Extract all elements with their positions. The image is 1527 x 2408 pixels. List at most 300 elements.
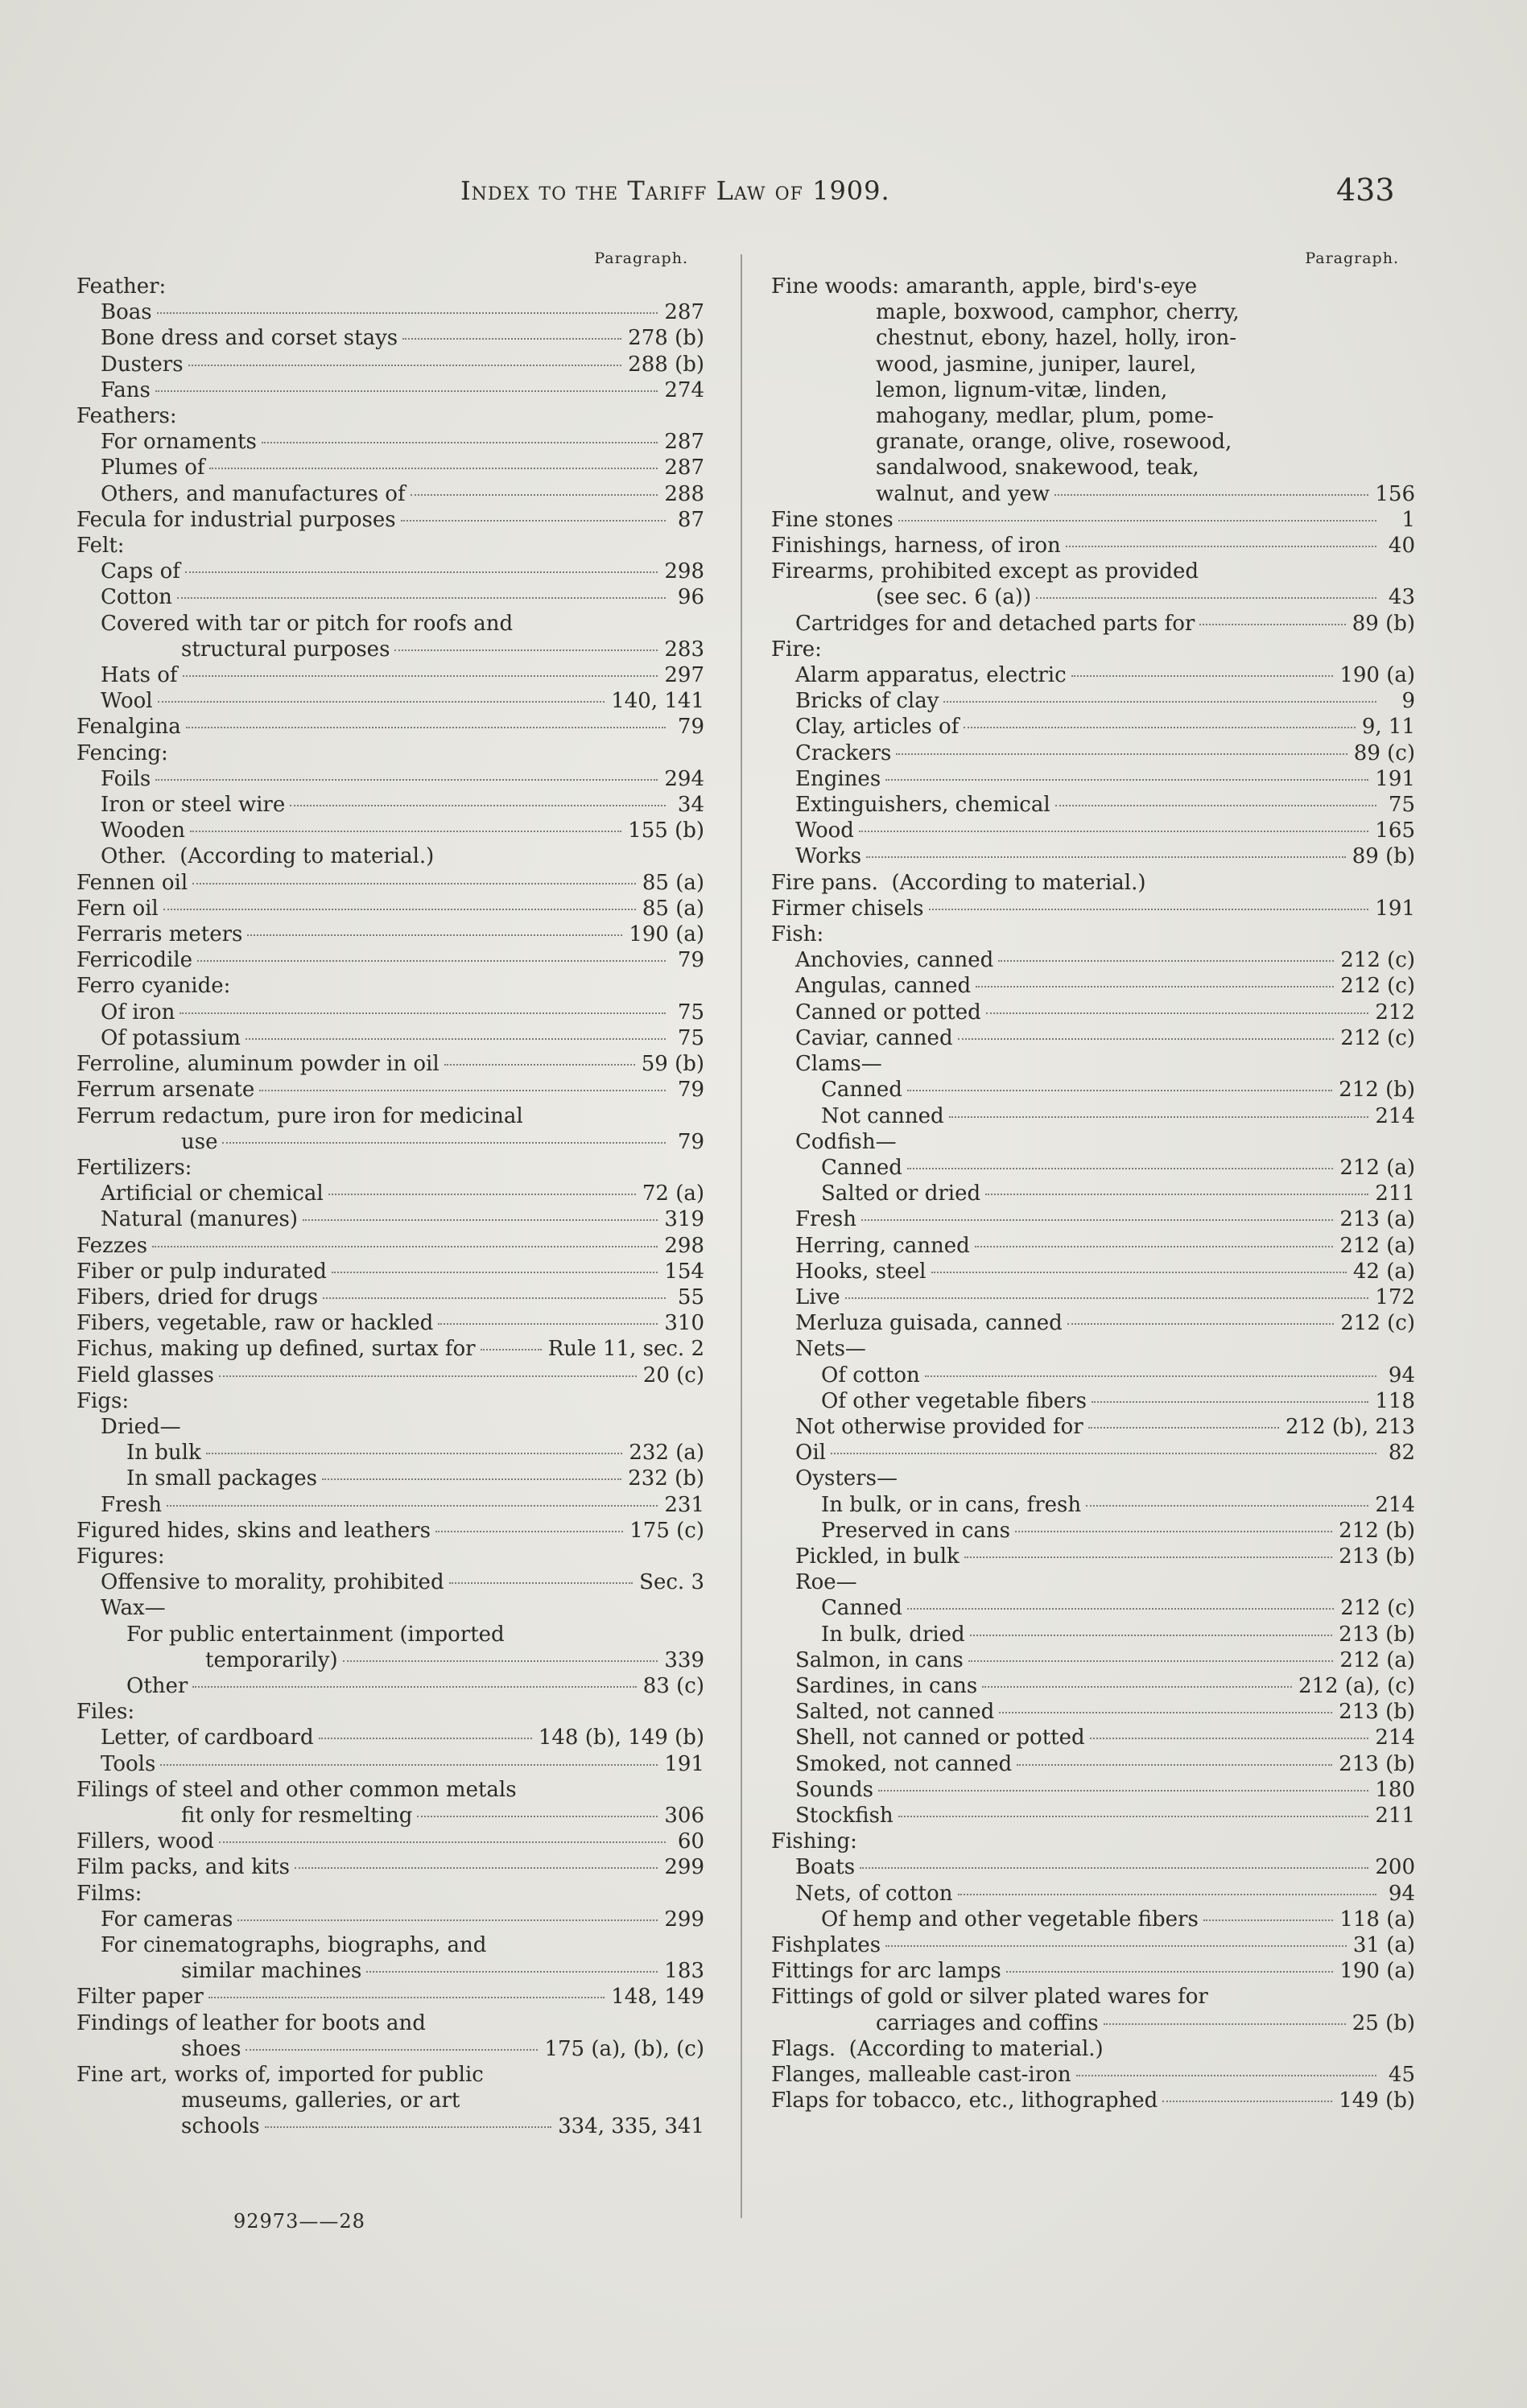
entry-label: Sardines, in cans: [795, 1673, 978, 1698]
paragraph-reference: 298: [664, 559, 704, 584]
dot-leader: [438, 1323, 658, 1325]
entry-label: Salted, not canned: [795, 1700, 995, 1725]
entry-label: Filter paper: [76, 1985, 204, 2010]
entry-label: museums, galleries, or art: [181, 2088, 460, 2113]
dot-leader: [206, 1453, 623, 1454]
dot-leader: [885, 1945, 1347, 1947]
entry-label: Canned: [821, 1078, 902, 1103]
dot-leader: [943, 701, 1376, 703]
entry-label: Not otherwise provided for: [795, 1414, 1083, 1439]
paragraph-reference: 82: [1388, 1441, 1415, 1466]
paragraph-reference: 175 (c): [629, 1518, 704, 1543]
entry-label: Flags. (According to material.): [771, 2036, 1104, 2061]
paragraph-reference: 72 (a): [642, 1181, 704, 1206]
index-entry: [76, 1647, 704, 1673]
index-entry: [76, 2113, 704, 2139]
dot-leader: [417, 1816, 658, 1817]
index-entry: [771, 2088, 1415, 2113]
entry-label: walnut, and yew: [876, 481, 1050, 506]
paragraph-reference: 299: [664, 1907, 704, 1932]
index-entry: [76, 1466, 704, 1491]
dot-leader: [290, 805, 666, 806]
entry-label: structural purposes: [181, 637, 390, 662]
dot-leader: [411, 494, 658, 496]
entry-label: Fresh: [795, 1207, 856, 1232]
index-entry: [76, 1440, 704, 1466]
dot-leader: [999, 1712, 1332, 1713]
paragraph-reference: 310: [664, 1311, 704, 1336]
entry-label: Feathers:: [76, 404, 177, 429]
left-entry-list: [76, 274, 704, 2140]
dot-leader: [1162, 2101, 1332, 2102]
index-entry: [771, 1051, 1415, 1077]
paragraph-reference: 214: [1375, 1726, 1415, 1750]
entry-label: In bulk, dried: [821, 1622, 965, 1647]
index-entry: [76, 947, 704, 973]
dot-leader: [481, 1349, 542, 1350]
index-entry: [76, 299, 704, 325]
entry-label: use: [181, 1129, 218, 1154]
dot-leader: [1086, 1505, 1368, 1507]
paragraph-reference: 25 (b): [1352, 2010, 1415, 2035]
index-entry: [76, 377, 704, 403]
index-entry: [771, 1518, 1415, 1544]
dot-leader: [188, 365, 622, 366]
dot-leader: [366, 1971, 658, 1973]
index-entry: [76, 455, 704, 480]
dot-leader: [209, 468, 658, 469]
entry-label: Fillers, wood: [76, 1829, 214, 1854]
index-entry: [771, 507, 1415, 533]
paragraph-reference: 148 (b), 149 (b): [538, 1726, 704, 1750]
paragraph-reference: 94: [1388, 1881, 1415, 1906]
paragraph-reference: 75: [677, 1025, 704, 1050]
entry-label: lemon, lignum-vitæ, linden,: [876, 377, 1168, 402]
entry-label: Engines: [795, 766, 881, 791]
entry-label: Works: [795, 844, 862, 869]
index-entry: [76, 1518, 704, 1544]
index-entry: [771, 611, 1415, 637]
index-entry: [771, 1751, 1415, 1777]
dot-leader: [192, 883, 636, 884]
entry-label: Films:: [76, 1881, 142, 1906]
entry-label: Fine art, works of, imported for public: [76, 2063, 484, 2088]
entry-label: In bulk, or in cans, fresh: [821, 1492, 1082, 1517]
index-entry: [771, 1077, 1415, 1103]
entry-label: Of potassium: [101, 1025, 241, 1050]
dot-leader: [885, 779, 1368, 781]
index-entry: [76, 325, 704, 351]
paragraph-reference: 9: [1401, 689, 1415, 714]
entry-label: Fezzes: [76, 1233, 148, 1258]
entry-label: Hats of: [101, 663, 178, 688]
entry-label: Fine stones: [771, 507, 894, 532]
paragraph-reference: 212: [1375, 1000, 1415, 1025]
entry-label: Fern oil: [76, 896, 159, 921]
paragraph-reference: 232 (a): [629, 1441, 704, 1466]
dot-leader: [1092, 1401, 1368, 1403]
entry-label: In small packages: [126, 1466, 318, 1491]
dot-leader: [259, 1090, 666, 1091]
index-entry: [771, 1881, 1415, 1907]
entry-label: similar machines: [181, 1959, 362, 1984]
dot-leader: [323, 1297, 666, 1299]
entry-label: carriages and coffins: [876, 2010, 1099, 2035]
paragraph-reference: 154: [664, 1259, 704, 1284]
index-entry: [76, 1881, 704, 1907]
paragraph-reference: 212 (a): [1339, 1155, 1415, 1180]
index-entry: [76, 1259, 704, 1284]
paragraph-reference: 211: [1375, 1803, 1415, 1828]
paragraph-reference: 20 (c): [642, 1363, 704, 1387]
paragraph-reference: 213 (a): [1339, 1207, 1415, 1232]
dot-leader: [1017, 1764, 1332, 1766]
paragraph-reference: 213 (b): [1339, 1751, 1415, 1776]
paragraph-reference: 212 (a): [1339, 1647, 1415, 1672]
dot-leader: [328, 1194, 636, 1195]
dot-leader: [1071, 675, 1334, 677]
paragraph-reference: 9, 11: [1361, 715, 1415, 740]
index-entry: [771, 637, 1415, 662]
entry-label: Covered with tar or pitch for roofs and: [101, 611, 514, 636]
index-entry: [771, 1647, 1415, 1673]
paragraph-reference: 85 (a): [642, 896, 704, 921]
paragraph-reference: 40: [1388, 534, 1415, 559]
entry-label: Fans: [101, 377, 151, 402]
dot-leader: [925, 1375, 1376, 1377]
index-entry: [76, 2062, 704, 2088]
paragraph-reference: 79: [677, 1078, 704, 1103]
index-entry: [76, 1673, 704, 1699]
entry-label: Salted or dried: [821, 1181, 981, 1206]
dot-leader: [1054, 494, 1368, 496]
left-index-column: [76, 249, 704, 2140]
paragraph-reference: 190 (a): [1339, 1959, 1415, 1984]
index-entry: [771, 1907, 1415, 1932]
index-entry: [76, 611, 704, 637]
paragraph-reference: 274: [664, 377, 704, 402]
entry-label: Clams—: [795, 1052, 882, 1077]
index-entry: [76, 843, 704, 869]
index-entry: [76, 662, 704, 688]
entry-label: Iron or steel wire: [101, 793, 286, 818]
entry-label: Cotton: [101, 585, 172, 610]
dot-leader: [866, 856, 1346, 858]
index-entry: [771, 2062, 1415, 2088]
paragraph-reference: 294: [664, 766, 704, 791]
dot-leader: [158, 701, 605, 703]
entry-label: sandalwood, snakewood, teak,: [876, 456, 1199, 480]
dot-leader: [859, 831, 1368, 832]
index-entry: [76, 1958, 704, 1984]
paragraph-reference: 287: [664, 430, 704, 455]
paragraph-reference: 43: [1388, 585, 1415, 610]
entry-label: Merluza guisada, canned: [795, 1311, 1063, 1336]
paragraph-reference: 287: [664, 456, 704, 480]
entry-label: Caviar, canned: [795, 1025, 953, 1050]
index-entry: [76, 1181, 704, 1206]
index-entry: [76, 1103, 704, 1129]
dot-leader: [1006, 1971, 1334, 1973]
index-entry: [771, 1440, 1415, 1466]
entry-label: Of iron: [101, 1000, 175, 1025]
dot-leader: [1104, 2023, 1346, 2025]
dot-leader: [860, 1867, 1368, 1869]
dot-leader: [1090, 1738, 1369, 1739]
dot-leader: [219, 1375, 637, 1377]
paragraph-reference: 149 (b): [1339, 2088, 1415, 2113]
index-entry: [771, 1363, 1415, 1388]
entry-label: Dried—: [101, 1414, 181, 1439]
entry-label: Filings of steel and other common metals: [76, 1777, 517, 1802]
index-entry: [76, 766, 704, 792]
column-heading-paragraph: Paragraph.: [594, 249, 688, 267]
paragraph-reference: 231: [664, 1492, 704, 1517]
index-entry: [76, 922, 704, 947]
index-entry: [771, 922, 1415, 947]
entry-label: Flanges, malleable cast-iron: [771, 2063, 1071, 2088]
dot-leader: [1199, 624, 1345, 625]
index-entry: [771, 1544, 1415, 1569]
paragraph-reference: 299: [664, 1855, 704, 1880]
index-entry: [76, 896, 704, 922]
entry-label: Bricks of clay: [795, 689, 939, 714]
entry-label: Other: [126, 1673, 188, 1698]
index-entry: [771, 1829, 1415, 1854]
paragraph-reference: 148, 149: [611, 1985, 704, 2010]
index-entry: [771, 352, 1415, 377]
entry-label: Wool: [101, 689, 153, 714]
entry-label: Flaps for tobacco, etc., lithographed: [771, 2088, 1158, 2113]
entry-label: Others, and manufactures of: [101, 481, 406, 506]
dot-leader: [237, 1919, 658, 1921]
index-entry: [76, 870, 704, 896]
dot-leader: [155, 779, 658, 781]
index-entry: [76, 973, 704, 999]
entry-label: Preserved in cans: [821, 1518, 1010, 1543]
dot-leader: [343, 1660, 658, 1662]
entry-label: Of other vegetable fibers: [821, 1388, 1087, 1413]
index-entry: [771, 1155, 1415, 1181]
dot-leader: [167, 1505, 658, 1507]
paragraph-reference: 75: [677, 1000, 704, 1025]
dot-leader: [219, 1841, 666, 1843]
paragraph-reference: 155 (b): [628, 818, 704, 843]
dot-leader: [183, 675, 658, 677]
index-entry: [76, 1492, 704, 1518]
paragraph-reference: 60: [677, 1829, 704, 1854]
entry-label: Shell, not canned or potted: [795, 1726, 1085, 1750]
entry-label: schools: [181, 2114, 260, 2139]
index-entry: [771, 1725, 1415, 1750]
paragraph-reference: 213 (b): [1339, 1544, 1415, 1569]
entry-label: Extinguishers, chemical: [795, 793, 1050, 818]
entry-label: Nets—: [795, 1337, 866, 1362]
index-entry: [771, 662, 1415, 688]
index-entry: [771, 559, 1415, 584]
entry-label: Not canned: [821, 1103, 944, 1128]
right-entry-list: [771, 274, 1415, 2113]
dot-leader: [394, 649, 658, 651]
paragraph-reference: 75: [1388, 793, 1415, 818]
dot-leader: [949, 1116, 1369, 1118]
entry-label: Boats: [795, 1855, 856, 1880]
paragraph-reference: 55: [677, 1284, 704, 1309]
index-entry: [771, 325, 1415, 351]
dot-leader: [985, 1194, 1368, 1195]
entry-label: Figs:: [76, 1388, 130, 1413]
paragraph-reference: 212 (b), 213: [1286, 1414, 1415, 1439]
dot-leader: [964, 1557, 1332, 1558]
entry-label: Tools: [101, 1751, 156, 1776]
paragraph-reference: Sec. 3: [639, 1570, 704, 1595]
paragraph-reference: 288: [664, 481, 704, 506]
index-entry: [771, 766, 1415, 792]
index-entry: [76, 352, 704, 377]
paragraph-reference: 34: [677, 793, 704, 818]
entry-label: Fire pans. (According to material.): [771, 870, 1146, 895]
dot-leader: [968, 1660, 1334, 1662]
entry-label: In bulk: [126, 1441, 201, 1466]
dot-leader: [831, 1453, 1376, 1454]
running-header: [0, 172, 1527, 216]
paragraph-reference: 214: [1375, 1492, 1415, 1517]
dot-leader: [303, 1219, 658, 1221]
entry-label: Fishplates: [771, 1933, 881, 1957]
index-entry: [771, 1284, 1415, 1310]
entry-label: Ferroline, aluminum powder in oil: [76, 1052, 440, 1077]
entry-label: Smoked, not canned: [795, 1751, 1013, 1776]
dot-leader: [970, 1635, 1332, 1636]
entry-label: Offensive to morality, prohibited: [101, 1570, 444, 1595]
index-entry: [771, 584, 1415, 610]
index-entry: [771, 973, 1415, 999]
index-entry: [771, 299, 1415, 325]
index-entry: [771, 1958, 1415, 1984]
index-entry: [771, 455, 1415, 480]
dot-leader: [222, 1142, 666, 1144]
dot-leader: [262, 442, 658, 443]
entry-label: Letter, of cardboard: [101, 1726, 314, 1750]
page-number: 433: [1336, 172, 1395, 208]
entry-label: temporarily): [205, 1647, 338, 1672]
entry-label: Fibers, dried for drugs: [76, 1284, 319, 1309]
dot-leader: [982, 1686, 1292, 1688]
index-entry: [771, 843, 1415, 869]
entry-label: Canned or potted: [795, 1000, 981, 1025]
dot-leader: [878, 1790, 1368, 1792]
index-entry: [76, 2036, 704, 2062]
entry-label: Fiber or pulp indurated: [76, 1259, 327, 1284]
paragraph-reference: 339: [664, 1647, 704, 1672]
paragraph-reference: 214: [1375, 1103, 1415, 1128]
dot-leader: [180, 1012, 666, 1014]
entry-label: Film packs, and kits: [76, 1855, 290, 1880]
entry-label: For cinematographs, biographs, and: [101, 1933, 487, 1957]
paragraph-reference: 190 (a): [629, 922, 704, 947]
paragraph-reference: 45: [1388, 2063, 1415, 2088]
dot-leader: [1076, 2075, 1376, 2076]
dot-leader: [332, 1272, 658, 1273]
index-entry: [76, 559, 704, 584]
entry-label: Wooden: [101, 818, 186, 843]
dot-leader: [845, 1297, 1369, 1299]
entry-label: Fenalgina: [76, 715, 181, 740]
dot-leader: [975, 1246, 1334, 1247]
paragraph-reference: 1: [1401, 507, 1415, 532]
index-entry: [76, 481, 704, 507]
index-entry: [76, 1000, 704, 1025]
entry-label: Plumes of: [101, 456, 205, 480]
entry-label: Figures:: [76, 1544, 165, 1569]
index-entry: [76, 1622, 704, 1647]
index-entry: [771, 481, 1415, 507]
dot-leader: [958, 1894, 1376, 1895]
dot-leader: [998, 960, 1334, 962]
paragraph-reference: 175 (a), (b), (c): [544, 2036, 704, 2061]
entry-label: Hooks, steel: [795, 1259, 927, 1284]
paragraph-reference: 283: [664, 637, 704, 662]
dot-leader: [896, 753, 1347, 755]
index-entry: [76, 2010, 704, 2036]
index-entry: [771, 533, 1415, 559]
dot-leader: [1015, 1531, 1332, 1532]
index-entry: [76, 1051, 704, 1077]
paragraph-reference: 191: [1375, 766, 1415, 791]
dot-leader: [907, 1090, 1332, 1091]
entry-label: Fish:: [771, 922, 824, 947]
entry-label: Figured hides, skins and leathers: [76, 1518, 431, 1543]
entry-label: Findings of leather for boots and: [76, 2010, 426, 2035]
paragraph-reference: 191: [664, 1751, 704, 1776]
column-divider: [741, 254, 742, 2218]
index-entry: [771, 1673, 1415, 1699]
index-entry: [771, 274, 1415, 299]
index-entry: [771, 1206, 1415, 1232]
dot-leader: [898, 1816, 1369, 1817]
paragraph-reference: 94: [1388, 1363, 1415, 1387]
index-entry: [76, 818, 704, 843]
dot-leader: [931, 1272, 1347, 1273]
paragraph-reference: 232 (b): [628, 1466, 704, 1491]
entry-label: Field glasses: [76, 1363, 214, 1387]
entry-label: Wood: [795, 818, 854, 843]
index-entry: [771, 1233, 1415, 1259]
dot-leader: [163, 909, 636, 910]
paragraph-reference: 298: [664, 1233, 704, 1258]
entry-label: Cartridges for and detached parts for: [795, 611, 1195, 636]
dot-leader: [295, 1867, 658, 1869]
entry-label: Ferraris meters: [76, 922, 243, 947]
paragraph-reference: 89 (b): [1352, 611, 1415, 636]
index-entry: [76, 1725, 704, 1750]
dot-leader: [322, 1478, 621, 1480]
entry-label: Files:: [76, 1700, 135, 1725]
index-entry: [771, 1466, 1415, 1491]
dot-leader: [444, 1064, 635, 1066]
entry-label: Ferricodile: [76, 948, 193, 973]
entry-label: Artificial or chemical: [101, 1181, 324, 1206]
paragraph-reference: 212 (c): [1340, 1311, 1415, 1336]
dot-leader: [449, 1582, 633, 1584]
paragraph-reference: 297: [664, 663, 704, 688]
entry-label: Ferrum redactum, pure iron for medicinal: [76, 1103, 523, 1128]
index-entry: [771, 2036, 1415, 2062]
entry-label: Stockfish: [795, 1803, 894, 1828]
entry-label: Fichus, making up defined, surtax for: [76, 1337, 476, 1362]
index-entry: [771, 688, 1415, 714]
dot-leader: [1088, 1427, 1279, 1429]
